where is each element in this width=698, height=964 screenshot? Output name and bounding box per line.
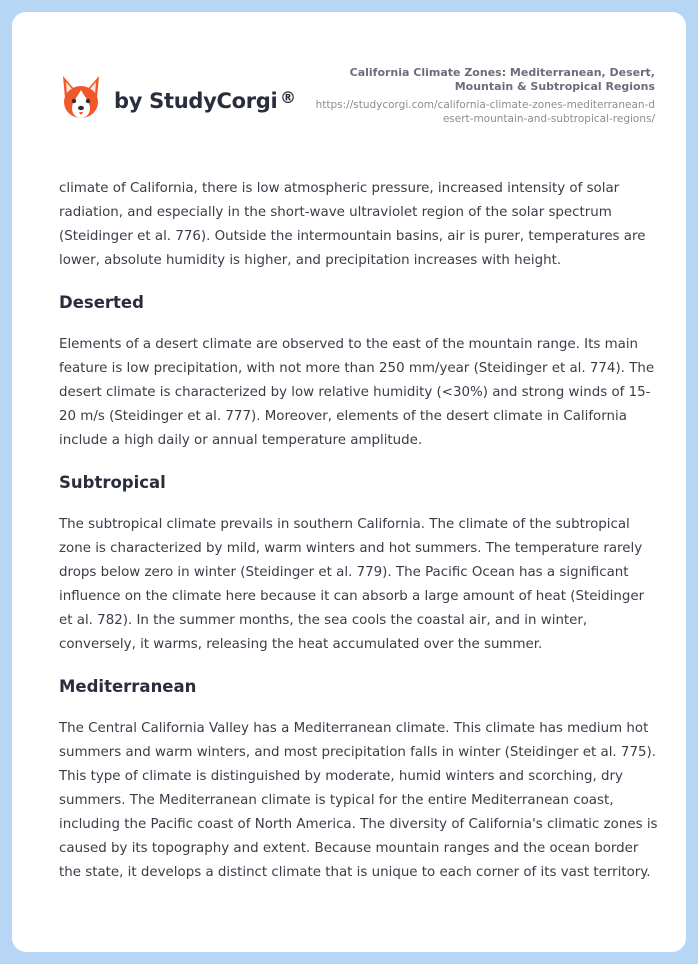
deserted-paragraph: Elements of a desert climate are observed to the east of the mountain range. Its main feature is low precipitation, with not more than 250 mm/year (Steidinger et al. 774). The desert climate is characterized by low relative humidity (<30%) and strong winds of 15-20 m/s (Steidinger et al. 777). Moreover, elements of the desert climate in California include a high daily or annual temperature amplitude. <box>59 337 655 448</box>
brand-name: by StudyCorgi <box>114 89 278 113</box>
section-heading-subtropical: Subtropical <box>59 473 166 492</box>
corgi-logo-icon <box>60 74 102 122</box>
subtropical-paragraph: The subtropical climate prevails in southern California. The climate of the subtropical zone is characterized by mild, warm winters and hot summers. The temperature rarely drops below zero in winter (Steidinger et al. 779). The Pacific Ocean has a significant influence on the climate here because it can absorb a large amount of heat (Steidinger et al. 782). In the summer months, the sea cools the coastal air, and in winter, conversely, it warms, releasing the heat accumulated over the summer. <box>59 517 645 652</box>
studycorgi-logo[interactable] <box>60 74 296 122</box>
mediterranean-paragraph: The Central California Valley has a Mediterranean climate. This climate has medium hot summers and warm winters, and most precipitation falls in winter (Steidinger et al. 775). This type of climate is distinguished by moderate, humid winters and scorching, dry summers. The Mediterranean climate is typical for the entire Mediterranean coast, including the Pacific coast of North America. The diversity of California's climatic zones is caused by its topography and extent. Because mountain ranges and the ocean border the state, it develops a distinct climate that is unique to each corner of its vast territory. <box>59 721 658 880</box>
document-body <box>59 177 659 885</box>
document-info <box>315 66 655 126</box>
intro-paragraph: climate of California, there is low atmospheric pressure, increased intensity of solar radiation, and especially in the short-wave ultraviolet region of the solar spectrum (Steidinger et al. 776). Outside the intermountain basins, air is purer, temperatures are lower, absolute humidity is higher, and precipitation increases with height. <box>59 181 646 268</box>
page-header <box>12 12 686 152</box>
section-heading-deserted: Deserted <box>59 293 144 312</box>
section-heading-mediterranean: Mediterranean <box>59 677 197 696</box>
document-page <box>12 12 686 952</box>
document-url[interactable]: https://studycorgi.com/california-climate-zones-mediterranean-desert-mountain-and-subtropical-regions/ <box>315 99 655 125</box>
document-title: California Climate Zones: Mediterranean, Desert, Mountain & Subtropical Regions <box>349 66 655 93</box>
registered-mark: ® <box>280 88 296 107</box>
